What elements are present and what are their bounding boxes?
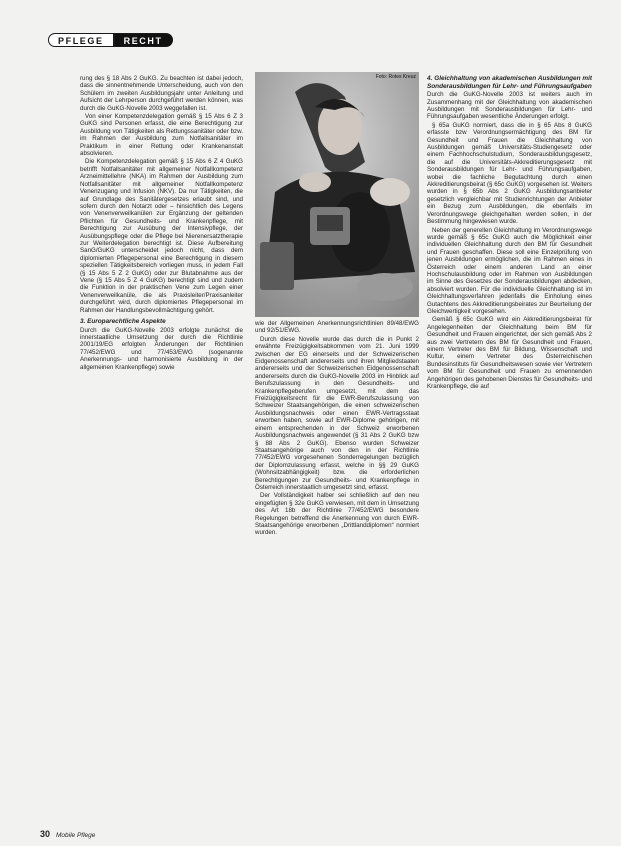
section-heading: 3. Europarechtliche Aspekte: [80, 318, 166, 325]
paragraph: Von einer Kompetenzdelegation gemäß § 15 Abs 6 Z 3 GuKG sind Personen erfasst, die eine Berechtigung zur Ausbildung von Tätigkeiten als Rettungssanitäter oder bzw. im Rahmen der Ausbildung zum Notfallsanitäter im Praktikum in einer Rettung oder Krankenanstalt absolvieren.: [80, 113, 243, 158]
paragraph: Die Kompetenzdelegation gemäß § 15 Abs 6 Z 4 GuKG betrifft Notfallsanitäter mit allgemeiner Notfallkompetenz Arzneimittellehre (NKA) im Rahmen der Ausbildung zum Notfallsanitäter mit allgemeiner Notfallkompetenz Venenzugang und Infusion (NKV). Da nur Tätigkeiten, die auf Grundlage des Sanitätergesetzes erlaubt sind, und sofern durch den Notarzt oder – hinsichtlich des Legens von Venenverweilkanülen zur Ergänzung der geltenden Pflichten für Gesundheits- und Krankenpflege, mit Berechtigung zur Ausübung der Intensivpflege, der Ausübungspflege oder die Pflege bei Nierenersatztherapie zur Weiterdelegation berechtigt ist. Diese Aufbereitung SanG/GuKG unterscheidet jedoch nicht, dass dem diplomierten Pflegepersonal eine Berechtigung in diesem speziellen Tätigkeitsbereich vorliegen muss, in jedem Fall (§ 15 Abs 5 Z 2 GuKG) oder zur Blutabnahme aus der Vene (§ 15 Abs 5 Z 4 GuKG) berechtigt sind und zudem die Funktion in der praktischen Vene zum Legen einer Venenverweilkanüle, die als Praxisleiter/Praxisanleiter durchgeführt wird, durch diplomiertes Pflegepersonal im Rahmen der Handlungsbevollmächtigung gehört.: [80, 158, 243, 314]
page-footer: [40, 829, 95, 839]
text-column-3: [427, 75, 592, 832]
paragraph: Durch diese Novelle wurde das durch die in Punkt 2 erwähnte Freizügigkeitsabkommen vom 21. Juni 1999 zwischen der EG einerseits und der Schweizerischen Eidgenossenschaft andererseits und ihren Mitgliedstaaten andererseits und der Schweizerischen Eidgenossenschaft andererseits durch die GuKG-Novelle 2003 im Hinblick auf Berufszulassung in den Gesundheits- und Krankenpflegeberufen umgesetzt, mit dem das Freizügigkeitsrecht für die EWR-Berufszulassung von Schweizer Staatsangehörigen, die einen schweizerischen Ausbildungsnachweis oder einen EWR-Vertragsstaat erworben haben, sowie auf EWR-Diplome gehörigen, mit einem entsprechenden in der Schweiz erworbenen Ausbildungsnachweis angewendet (§ 31 Abs 2 GuKG bzw § 88 Abs 2 GuKG). Ebenso wurden Schweizer Staatsangehörige auch von den in der Richtlinie 77/452/EWG vorgesehenen Sonderregelungen bezüglich der Diplomzulassung erfasst, welche in §§ 29 GuKG (Wohnsitzabhängigkeit) bzw. die erforderlichen Berechtigungen zur Gesundheits- und Krankenpflege in Österreich innerstaatlich umgesetzt sind, erfasst.: [255, 335, 419, 491]
paragraph: Gemäß § 65c GuKG wird ein Akkreditierungsbeirat für Angelegenheiten der Gleichhaltung beim BM für Gesundheit und Frauen eingerichtet, der sich gemäß Abs 2 aus zwei Vertretern des BM für Gesundheit und Frauen, einem Vertreter des BM für Bildung, Wissenschaft und Kultur, einem Vertreter des Österreichischen Bundesinstituts für Gesundheitswesen sowie vier Vertretern vom BM für Gesundheit und Frauen zu ernennenden Angehörigen des gehobenen Dienstes für Gesundheits- und Krankenpflege, die auf: [427, 316, 592, 391]
photo-credit: Foto: Rotes Kreuz: [375, 74, 416, 80]
text-column-1: [80, 75, 243, 837]
magazine-name: Mobile Pflege: [56, 832, 96, 839]
page-number: 30: [40, 829, 51, 839]
section-header: [48, 33, 173, 47]
section-heading: 4. Gleichhaltung von akademischen Ausbildungen mit Sonderausbildungen für Lehr- und Führungsaufgaben: [427, 75, 592, 90]
paragraph: wie der Allgemeinen Anerkennungsrichtlinien 89/48/EWG und 92/51/EWG.: [255, 320, 419, 335]
paragraph: Der Vollständigkeit halber sei schließlich auf den neu eingefügten § 32e GuKG verwiesen, mit dem in Umsetzung des Art 18b der Richtlinie 77/452/EWG besondere Regelungen betreffend die Anerkennung von durch EWR-Staatsangehörige erworbenen „Drittlanddiplomen“ normiert wurden.: [255, 492, 419, 537]
paragraph: Durch die GuKG-Novelle 2003 erfolgte zunächst die innerstaatliche Umsetzung der durch die Richtlinie 2001/19/EG erfolgten Änderungen der Richtlinien 77/452/EWG und 77/453/EWG (sogenannte Anerkennungs- und harmonisierte Ausbildung in der allgemeinen Krankenpflege) sowie: [80, 326, 243, 371]
section-label-recht: RECHT: [114, 33, 173, 47]
paragraph: § 65a GuKG normiert, dass die in § 65 Abs 8 GuKG erfasste bzw Verordnungsermächtigung des BM für Gesundheit und Frauen die Gleichhaltung von Ausbildungen gemäß Universitäts-Studiengesetz oder einem Fachhochschulstudium, Sonderausbildungsgesetz, die auf die Universitäts-Akkreditierungsgesetz mit Sonderausbildungen für Lehr- und Führungsaufgaben, wobei die fachliche Begutachtung durch einen Akkreditierungsbeirat (§ 65c GuKG) vorgesehen ist. Weiters wurden in § 65b Abs 2 GuKG Ausbildungsanbieter gesetzlich vergleichbar mit Studienrichtungen der Anbieter ein Bezug zum Ausbildungen, die ebenfalls im Verordnungswege gleichgehalten werden sollen, in der Bestimmung hingewiesen wurde.: [427, 121, 592, 226]
text-column-2: [255, 320, 419, 834]
section-label-pflege: PFLEGE: [48, 33, 114, 47]
paragraph: Durch die GuKG-Novelle 2003 ist weiters auch im Zusammenhang mit der Gleichhaltung von akademischen Ausbildungen mit Sonderausbildungen für Lehr- und Führungsaufgaben wesentliche Änderungen erfolgt.: [427, 91, 592, 121]
article-photo: [255, 72, 419, 317]
paragraph: Neben der generellen Gleichhaltung im Verordnungswege wurde gemäß § 65c GuKG auch die Möglichkeit einer individuellen Gleichhaltung durch den BM für Gesundheit und Frauen geschaffen. Diese soll eine Einzelprüfung von jenen Ausbildungen ermöglichen, die im Rahmen eines in Österreich oder einem anderen Land an einer Hochschulausbildung oder im Rahmen von Ausbildungen im Sinne des Gesetzes der Sonderausbildungen abdecken, absolviert wurden. Für die individuelle Gleichhaltung ist im Gleichhaltungsverfahren jedenfalls die Einholung eines Gutachtens des Akkreditierungsbeirates zur Beurteilung der Gleichwertigkeit vorgesehen.: [427, 226, 592, 315]
photo-image: [255, 72, 419, 317]
paragraph: rung des § 18 Abs 2 GuKG. Zu beachten ist dabei jedoch, dass die sinnentnehmende Unterscheidung, auch von den Schülern im zweiten Ausbildungsjahr unter Anleitung und Aufsicht der Lehrperson durchgeführt werden können, was durch die GuKG-Novelle 2003 weggefallen ist.: [80, 75, 243, 112]
